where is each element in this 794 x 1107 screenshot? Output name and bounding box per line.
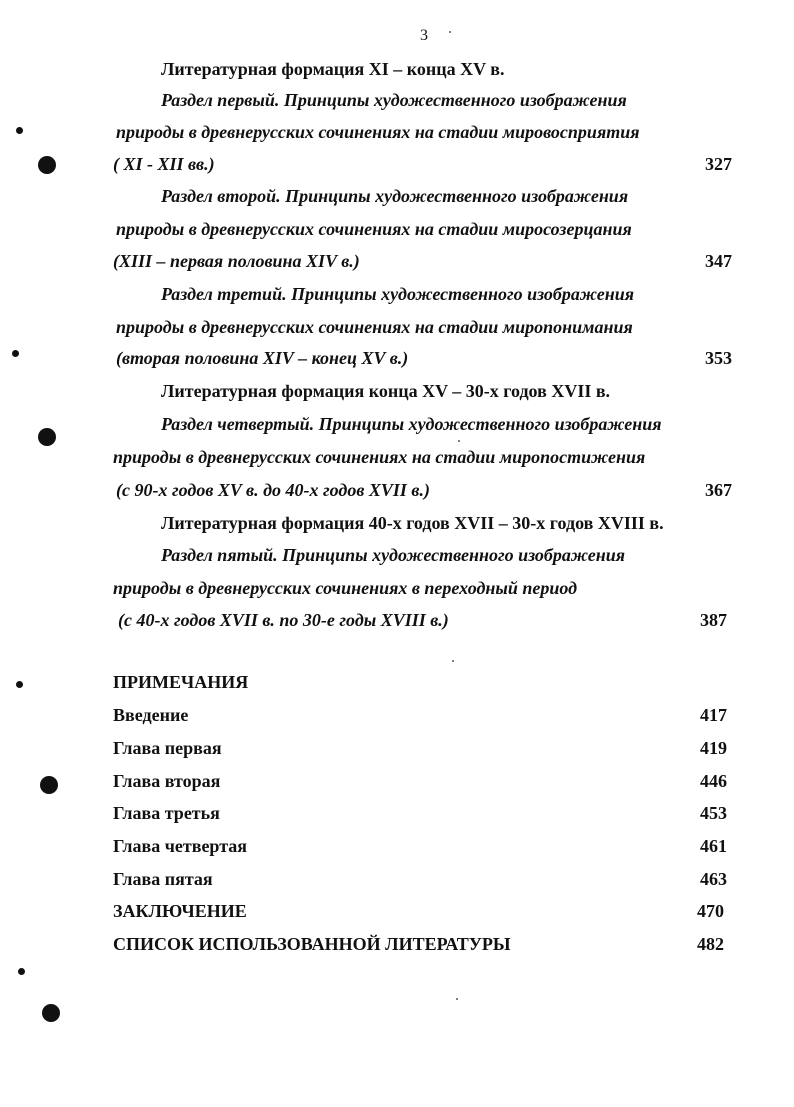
section-title-line: Раздел второй. Принципы художественного изображения: [161, 186, 629, 206]
section-period: (с 90-х годов XV в. до 40-х годов XVII в.): [116, 480, 430, 500]
notes-entry-page: 417: [700, 705, 727, 725]
notes-entry-page: 446: [700, 771, 727, 791]
formation-heading: Литературная формация 40-х годов XVII – 30-х годов XVIII в.: [161, 513, 664, 533]
binder-hole-mark: [38, 428, 56, 446]
binder-hole-mark: [16, 681, 23, 688]
scan-speck: [452, 660, 454, 662]
notes-entry-label: Глава третья: [113, 803, 220, 823]
section-page-number: 327: [705, 154, 732, 174]
section-period: ( XI - XII вв.): [113, 154, 215, 174]
section-title-line: Раздел пятый. Принципы художественного изображения: [161, 545, 626, 565]
notes-entry-label: Глава вторая: [113, 771, 221, 791]
notes-entry-label: Глава пятая: [113, 869, 213, 889]
section-page-number: 367: [705, 480, 732, 500]
formation-heading: Литературная формация XI – конца XV в.: [161, 59, 505, 79]
binder-hole-mark: [16, 127, 23, 134]
binder-hole-mark: [42, 1004, 60, 1022]
section-page-number: 387: [700, 610, 727, 630]
binder-hole-mark: [12, 350, 19, 357]
notes-entry-label: Глава первая: [113, 738, 222, 758]
binder-hole-mark: [38, 156, 56, 174]
bibliography-heading: СПИСОК ИСПОЛЬЗОВАННОЙ ЛИТЕРАТУРЫ: [113, 934, 511, 954]
section-title-line: природы в древнерусских сочинениях на стадии миросозерцания: [116, 219, 632, 239]
notes-heading: ПРИМЕЧАНИЯ: [113, 672, 249, 692]
binder-hole-mark: [18, 968, 25, 975]
notes-entry-page: 419: [700, 738, 727, 758]
notes-entry-page: 453: [700, 803, 727, 823]
formation-heading: Литературная формация конца XV – 30-х годов XVII в.: [161, 381, 611, 401]
section-title-line: природы в древнерусских сочинениях на стадии миропостижения: [113, 447, 646, 467]
section-period: (XIII – первая половина XIV в.): [113, 251, 360, 271]
binder-hole-mark: [40, 776, 58, 794]
section-title-line: Раздел третий. Принципы художественного изображения: [161, 284, 635, 304]
scan-speck: [458, 440, 460, 442]
bibliography-page: 482: [697, 934, 724, 954]
section-title-line: Раздел первый. Принципы художественного изображения: [161, 90, 627, 110]
scan-speck: [449, 31, 451, 33]
section-period: (с 40-х годов XVII в. по 30-е годы XVIII в.): [118, 610, 449, 630]
section-page-number: 347: [705, 251, 732, 271]
notes-entry-label: Глава четвертая: [113, 836, 248, 856]
section-period: (вторая половина XIV – конец XV в.): [116, 348, 409, 368]
section-title-line: Раздел четвертый. Принципы художественного изображения: [161, 414, 662, 434]
section-title-line: природы в древнерусских сочинениях на стадии мировосприятия: [116, 122, 640, 142]
conclusion-page: 470: [697, 901, 724, 921]
scan-speck: [456, 998, 458, 1000]
notes-entry-page: 461: [700, 836, 727, 856]
conclusion-heading: ЗАКЛЮЧЕНИЕ: [113, 901, 247, 921]
notes-entry-label: Введение: [113, 705, 189, 725]
section-title-line: природы в древнерусских сочинениях в переходный период: [113, 578, 578, 598]
notes-entry-page: 463: [700, 869, 727, 889]
page-number: 3: [420, 27, 428, 44]
section-page-number: 353: [705, 348, 732, 368]
section-title-line: природы в древнерусских сочинениях на стадии миропонимания: [116, 317, 633, 337]
